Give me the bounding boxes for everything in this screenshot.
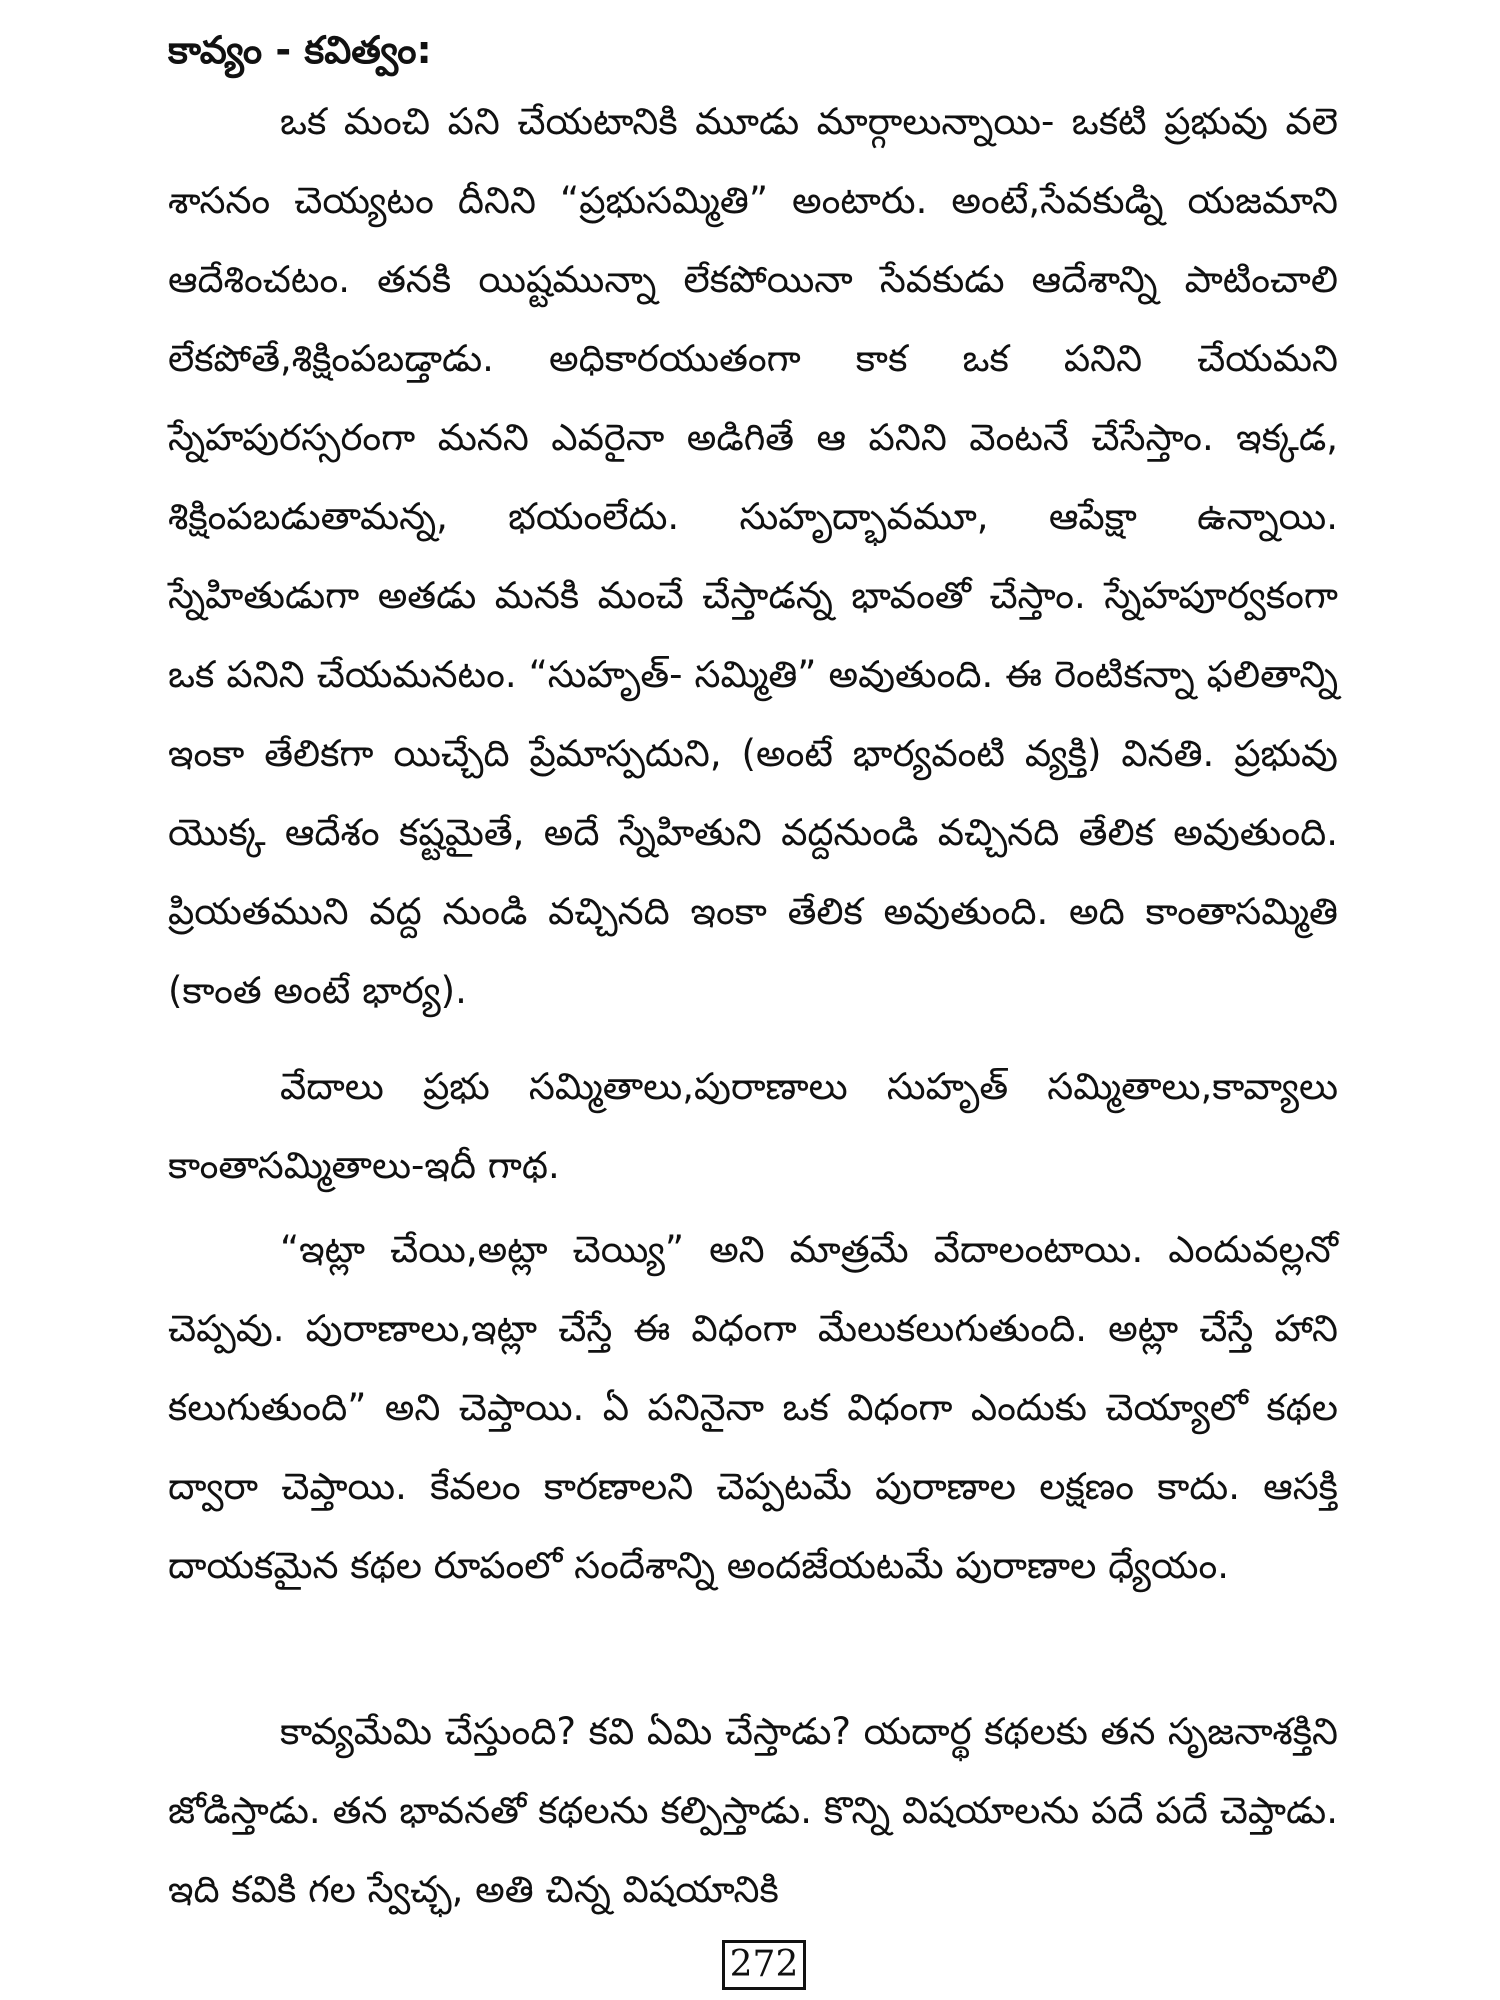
section-heading: కావ్యం - కవిత్వం: <box>168 28 432 72</box>
paragraph <box>168 1692 1338 1932</box>
paragraph-text: “ఇట్లా చేయి,అట్లా చెయ్యి” అని మాత్రమే వేదాలంటాయి. ఎందువల్లనో చెప్పవు. పురాణాలు,ఇట్లా చేస్తే ఈ విధంగా మేలుకలుగుతుంది. అట్లా చేస్తే హాని కలుగుతుంది” అని చెప్తాయి. ఏ పనినైనా ఒక విధంగా ఎందుకు చెయ్యాలో కథల ద్వారా చెప్తాయి. కేవలం కారణాలని చెప్పటమే పురాణాల లక్షణం కాదు. ఆసక్తి దాయకమైన కథల రూపంలో సందేశాన్ని అందజేయటమే పురాణాల ధ్యేయం. <box>168 1228 1338 1587</box>
paragraph-text: ఒక మంచి పని చేయటానికి మూడు మార్గాలున్నాయి- ఒకటి ప్రభువు వలె శాసనం చెయ్యటం దీనిని “ప్రభుసమ్మితి” అంటారు. అంటే,సేవకుడ్ని యజమాని ఆదేశించటం. తనకి యిష్టమున్నా లేకపోయినా సేవకుడు ఆదేశాన్ని పాటించాలి లేకపోతే,శిక్షింపబడ్తాడు. అధికారయుతంగా కాక ఒక పనిని చేయమని స్నేహపురస్సరంగా మనని ఎవరైనా అడిగితే ఆ పనిని వెంటనే చేసేస్తాం. ఇక్కడ, శిక్షింపబడుతామన్న, భయంలేదు. సుహృద్భావమూ, ఆపేక్షా ఉన్నాయి. స్నేహితుడుగా అతడు మనకి మంచే చేస్తాడన్న భావంతో చేస్తాం. స్నేహపూర్వకంగా ఒక పనిని చేయమనటం. “సుహృత్- సమ్మితి” అవుతుంది. ఈ రెంటికన్నా ఫలితాన్ని ఇంకా తేలికగా యిచ్చేది ప్రేమాస్పదుని, (అంటే భార్యవంటి వ్యక్తి) వినతి. ప్రభువు యొక్క ఆదేశం కష్టమైతే, అదే స్నేహితుని వద్దనుండి వచ్చినది తేలిక అవుతుంది. ప్రియతముని వద్ద నుండి వచ్చినది ఇంకా తేలిక అవుతుంది. అది కాంతాసమ్మితి (కాంత అంటే భార్య). <box>168 100 1338 1012</box>
paragraph-text: కావ్యమేమి చేస్తుంది? కవి ఏమి చేస్తాడు? యదార్థ కథలకు తన సృజనాశక్తిని జోడిస్తాడు. తన భావనతో కథలను కల్పిస్తాడు. కొన్ని విషయాలను పదే పదే చెప్తాడు. ఇది కవికి గల స్వేచ్ఛ, అతి చిన్న విషయానికి <box>168 1710 1338 1911</box>
paragraph <box>168 1210 1338 1688</box>
page-number: 272 <box>722 1940 806 1990</box>
paragraph <box>168 1047 1338 1207</box>
paragraph-text: వేదాలు ప్రభు సమ్మితాలు,పురాణాలు సుహృత్ సమ్మితాలు,కావ్యాలు కాంతాసమ్మితాలు-ఇదీ గాథ. <box>168 1065 1338 1187</box>
paragraph <box>168 82 1338 1034</box>
